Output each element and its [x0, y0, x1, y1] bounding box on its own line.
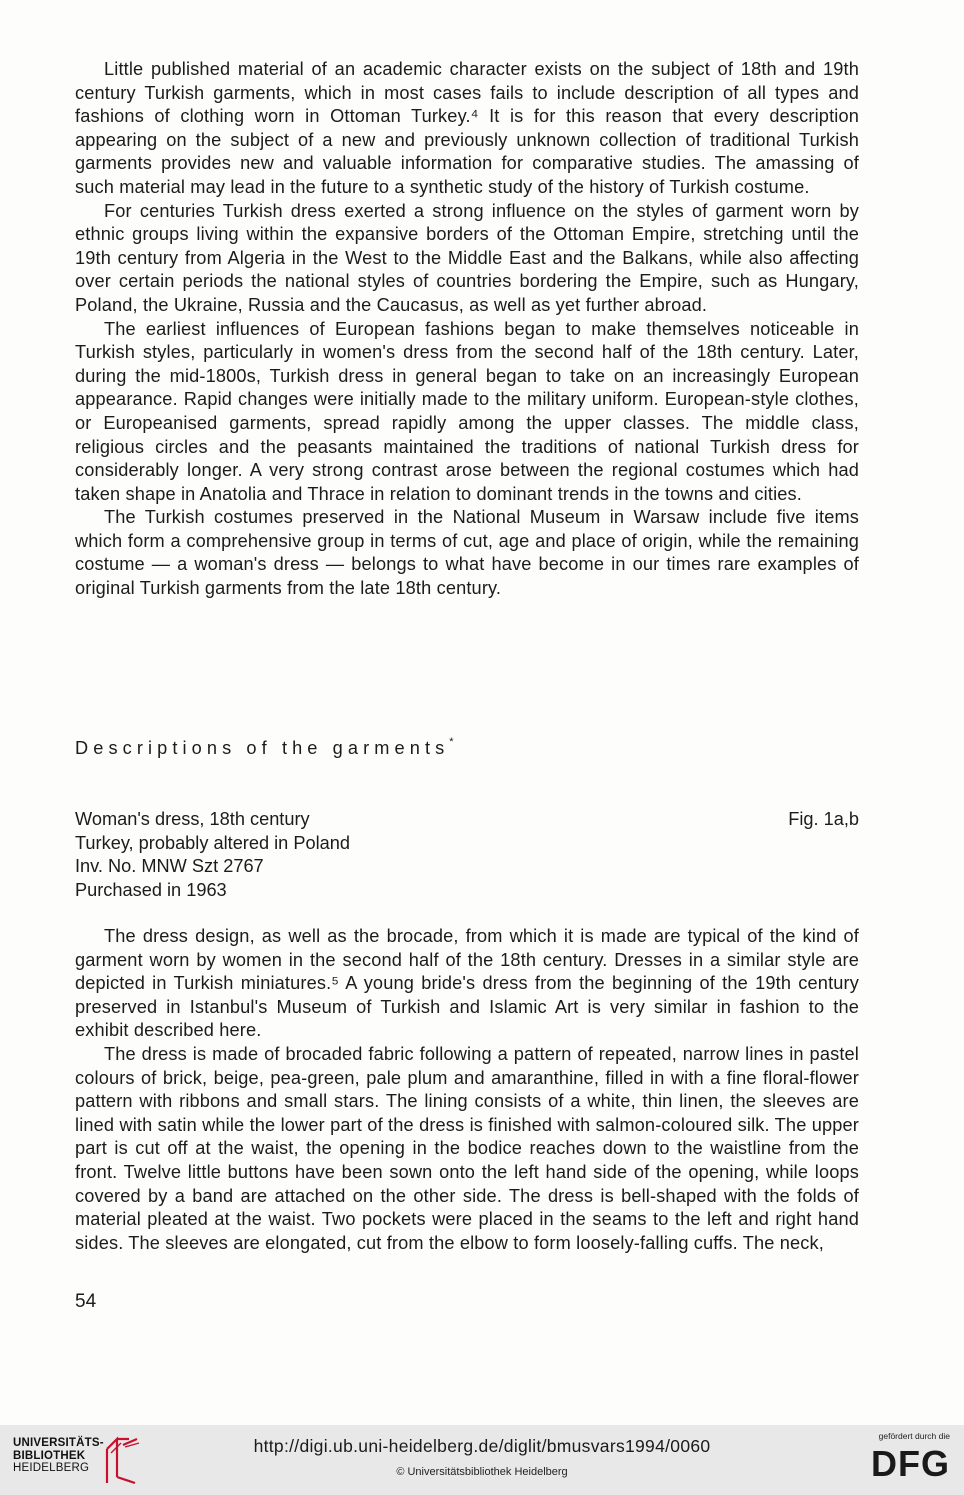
section-heading-text: Descriptions of the garments — [75, 738, 450, 759]
item-record — [75, 808, 859, 902]
paragraph: For centuries Turkish dress exerted a strong influence on the styles of garment worn by ethnic groups living within the expansive borders of the Ottoman Empire, stretching until the 19th century from Algeria in the West to the Middle East and the Balkans, while also affecting over certain periods the national styles of countries bordering the Empire, such as Hungary, Poland, the Ukraine, Russia and the Caucasus, as well as yet further abroad. — [75, 200, 859, 315]
paragraph: The dress is made of brocaded fabric following a pattern of repeated, narrow lines in pastel colours of brick, beige, pea-green, pale plum and amaranthine, filled in with a fine floral-flower pattern with ribbons and small stars. The lining consists of a white, thin linen, the sleeves are lined with satin while the lower part of the dress is finished with salmon-coloured silk. The upper part is cut off at the waist, the opening in the bodice reaches down to the waistline from the front. Twelve little buttons have been sown onto the left hand side of the opening, while loops covered by a band are attached on the other side. The dress is bell-shaped with the folds of material pleated at the waist. Two pockets were placed in the seams to the left and right hand sides. The sleeves are elongated, cut from the elbow to form loosely-falling cuffs. The neck, — [75, 1043, 859, 1253]
item-origin: Turkey, probably altered in Poland — [75, 832, 350, 853]
library-name-line: HEIDELBERG — [13, 1462, 90, 1474]
footnote-mark: * — [449, 736, 454, 748]
paragraph: The earliest influences of European fashions began to make themselves noticeable in Turkish styles, particularly in women's dress from the second half of the 18th century. Later, during the mid-1800s, Turkish dress in general began to take on an increasingly European appearance. Rapid changes were initially made to the military uniform. European-style clothes, or Europeanised garments, spread rapidly among the upper classes. The middle class, religious circles and the peasants maintained the traditions of national Turkish dress for considerably longer. A very strong contrast arose between the regional costumes which had taken shape in Anatolia and Thrace in relation to dominant trends in the towns and cities. — [75, 318, 859, 504]
paragraph: The dress design, as well as the brocade, from which it is made are typical of the kind of garment worn by women in the second half of the 18th century. Dresses in a similar style are depicted in Turkish miniatures.⁵ A young bride's dress from the beginning of the 19th century preserved in Istanbul's Museum of Turkish and Islamic Art is very similar in fashion to the exhibit described here. — [75, 926, 859, 1041]
footer-bar — [0, 1425, 964, 1495]
paragraph: Little published material of an academic character exists on the subject of 18th and 19th century Turkish garments, which in most cases fails to include description of all types and fashions of clothing worn in Ottoman Turkey.⁴ It is for this reason that every description appearing on the subject of a new and previously unknown collection of traditional Turkish garments provides new and valuable information for comparative studies. The amassing of such material may lead in the future to a synthetic study of the history of Turkish costume. — [75, 59, 859, 197]
item-title: Woman's dress, 18th century — [75, 809, 310, 829]
description-text — [75, 925, 859, 1255]
permalink-url[interactable]: http://digi.ub.uni-heidelberg.de/diglit/bmusvars1994/0060 — [253, 1436, 711, 1456]
section-heading — [75, 738, 454, 759]
copyright-notice: © Universitätsbibliothek Heidelberg — [396, 1466, 568, 1478]
page-number: 54 — [75, 1291, 97, 1312]
item-inventory-number: Inv. No. MNW Szt 2767 — [75, 856, 264, 877]
library-name-line: UNIVERSITÄTS- — [13, 1437, 104, 1449]
intro-text — [75, 58, 859, 601]
item-acquisition: Purchased in 1963 — [75, 879, 227, 900]
paragraph: The Turkish costumes preserved in the National Museum in Warsaw include five items which form a comprehensive group in terms of cut, age and place of origin, while the remaining costume — a woman's dress — belongs to what have become in our times rare examples of original Turkish garments from the late 18th century. — [75, 507, 859, 599]
funder-name: DFG — [871, 1443, 950, 1484]
funding-note: gefördert durch die — [878, 1431, 950, 1441]
figure-reference: Fig. 1a,b — [788, 809, 859, 829]
dfg-logo[interactable] — [850, 1431, 950, 1489]
library-name-line: BIBLIOTHEK — [13, 1449, 86, 1462]
